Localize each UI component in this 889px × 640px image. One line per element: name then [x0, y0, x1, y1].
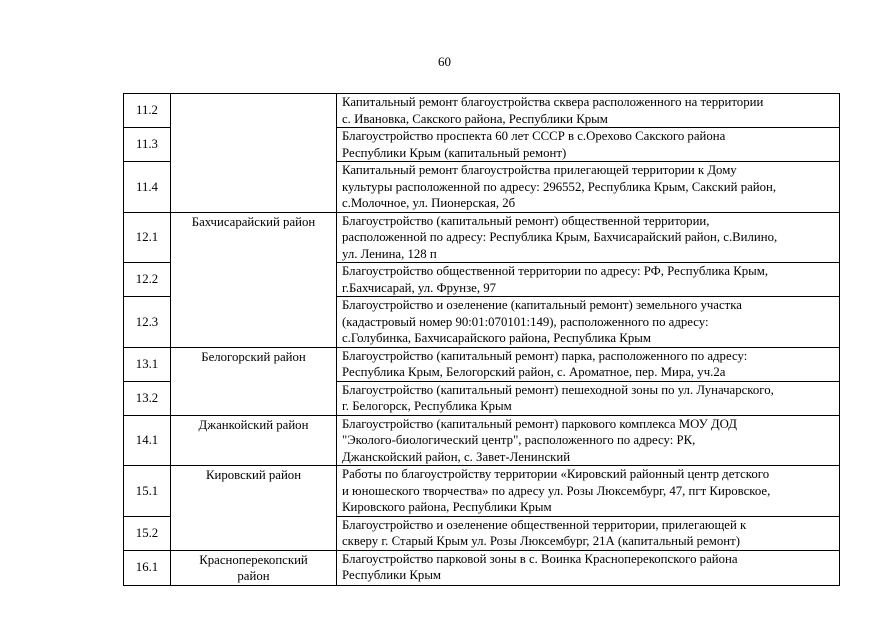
- description-line: Благоустройство (капитальный ремонт) пешеходной зоны по ул. Луначарского,: [342, 382, 774, 397]
- page-number: 60: [438, 54, 451, 69]
- description-line: Благоустройство (капитальный ремонт) паркового комплекса МОУ ДОД: [342, 416, 737, 431]
- row-number: 14.1: [124, 415, 171, 466]
- district-cell: [171, 347, 337, 415]
- description-line: Кировского района, Республики Крым: [342, 500, 552, 514]
- project-description: [337, 128, 840, 162]
- district-cell: [171, 550, 337, 585]
- district-name-line: Бахчисарайский район: [191, 214, 316, 229]
- district-name-line: Красноперекопский: [199, 552, 308, 567]
- row-number: 11.3: [124, 128, 171, 162]
- project-description: [337, 212, 840, 263]
- description-line: Республики Крым: [342, 568, 442, 582]
- table-row: [124, 94, 840, 128]
- description-line: Благоустройство и озеленение общественной территории, прилегающей к: [342, 517, 747, 532]
- project-description: [337, 466, 840, 517]
- row-number: 12.2: [124, 263, 171, 297]
- project-description: [337, 347, 840, 381]
- table-row: [124, 550, 840, 585]
- row-number: 15.2: [124, 516, 171, 550]
- project-description: [337, 162, 840, 213]
- row-number: 13.1: [124, 347, 171, 381]
- description-line: Благоустройство и озеленение (капитальный ремонт) земельного участка: [342, 298, 742, 312]
- district-cell: [171, 212, 337, 347]
- description-line: Республика Крым, Белогорский район, с. Ароматное, пер. Мира, уч.2а: [342, 365, 726, 379]
- projects-table: [123, 93, 840, 586]
- description-line: с.Голубинка, Бахчисарайского района, Республика Крым: [342, 331, 651, 345]
- project-description: [337, 516, 840, 550]
- row-number: 11.2: [124, 94, 171, 128]
- description-line: Работы по благоустройству территории «Кировский районный центр детского: [342, 467, 770, 481]
- description-line: ул. Ленина, 128 п: [342, 246, 437, 261]
- description-line: г.Бахчисарай, ул. Фрунзе, 97: [342, 280, 497, 295]
- row-number: 12.3: [124, 297, 171, 348]
- district-name-line: Кировский район: [205, 468, 302, 482]
- district-cell: [171, 466, 337, 551]
- project-description: [337, 550, 840, 585]
- project-description: [337, 94, 840, 128]
- description-line: и юношеского творчества» по адресу ул. Розы Люксембург, 47, пгт Кировское,: [342, 483, 771, 498]
- row-number: 15.1: [124, 466, 171, 517]
- project-description: [337, 297, 840, 348]
- description-line: Джанскойский район, с. Завет-Ленинский: [342, 449, 571, 464]
- description-line: Благоустройство общественной территории по адресу: РФ, Республика Крым,: [342, 264, 769, 278]
- district-cell: [171, 415, 337, 466]
- table-row: [124, 466, 840, 517]
- description-line: г. Белогорск, Республика Крым: [342, 399, 512, 413]
- description-line: (кадастровый номер 90:01:070101:149), расположенного по адресу:: [342, 314, 709, 329]
- table-row: [124, 212, 840, 263]
- description-line: культуры расположенной по адресу: 296552, Республика Крым, Сакский район,: [342, 179, 777, 194]
- district-name-line: район: [237, 569, 270, 583]
- description-line: с.Молочное, ул. Пионерская, 2б: [342, 196, 516, 210]
- description-line: Республики Крым (капитальный ремонт): [342, 145, 567, 160]
- description-line: Благоустройство проспекта 60 лет СССР в с.Орехово Сакского района: [342, 129, 726, 143]
- description-line: Благоустройство (капитальный ремонт) общественной территории,: [342, 213, 710, 228]
- district-name-line: Джанкойский район: [198, 417, 309, 432]
- description-line: Благоустройство (капитальный ремонт) парка, расположенного по адресу:: [342, 348, 748, 363]
- district-cell: [171, 94, 337, 213]
- table-row: [124, 415, 840, 466]
- description-line: Благоустройство парковой зоны в с. Воинка Красноперекопского района: [342, 551, 738, 566]
- project-description: [337, 415, 840, 466]
- row-number: 11.4: [124, 162, 171, 213]
- description-line: с. Ивановка, Сакского района, Республики Крым: [342, 111, 608, 126]
- row-number: 13.2: [124, 381, 171, 415]
- description-line: "Эколого-биологический центр", расположенного по адресу: РК,: [342, 433, 696, 447]
- row-number: 12.1: [124, 212, 171, 263]
- project-description: [337, 381, 840, 415]
- table-row: [124, 347, 840, 381]
- description-line: Капитальный ремонт благоустройства прилегающей территории к Дому: [342, 163, 737, 177]
- description-line: скверу г. Старый Крым ул. Розы Люксембург, 21А (капитальный ремонт): [342, 534, 740, 548]
- row-number: 16.1: [124, 550, 171, 585]
- project-description: [337, 263, 840, 297]
- description-line: расположенной по адресу: Республика Крым, Бахчисарайский район, с.Вилино,: [342, 230, 778, 244]
- district-name-line: Белогорский район: [201, 349, 306, 364]
- description-line: Капитальный ремонт благоустройства сквера расположенного на территории: [342, 95, 764, 109]
